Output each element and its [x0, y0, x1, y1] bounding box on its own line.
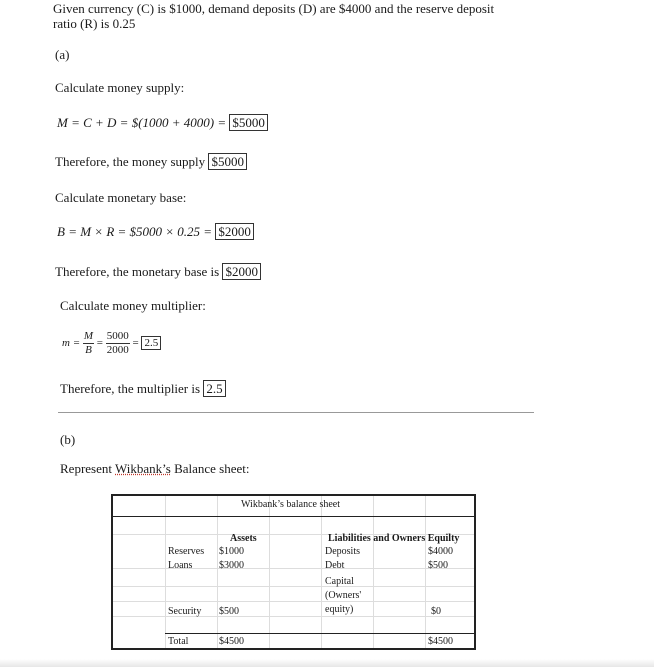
money-supply-conclusion-value: $5000: [208, 153, 247, 170]
fraction-numerator-m: M: [83, 330, 94, 342]
fraction-numerator-5000: 5000: [106, 330, 129, 342]
asset-name: Loans: [168, 560, 193, 571]
wikbank-link: Wikbank’s: [115, 461, 171, 476]
liability-name: (Owners': [325, 590, 362, 601]
money-multiplier-result: 2.5: [141, 336, 161, 350]
money-supply-equation: [57, 115, 268, 131]
money-supply-equation-text: M = C + D = $(1000 + 4000) =: [57, 115, 227, 130]
asset-name: Reserves: [168, 546, 205, 557]
intro-line-2: ratio (R) is 0.25: [53, 16, 136, 31]
monetary-base-conclusion-text: Therefore, the monetary base is: [55, 264, 220, 279]
monetary-base-result: $2000: [215, 223, 254, 240]
asset-value: $1000: [219, 546, 244, 557]
part-b-label: (b): [60, 432, 76, 447]
page-bottom-shadow: [0, 659, 654, 667]
total-divider: [165, 633, 474, 634]
money-multiplier-conclusion-text: Therefore, the multiplier is: [60, 381, 201, 396]
money-supply-conclusion: [55, 154, 247, 170]
liability-value: $0: [431, 606, 441, 617]
money-multiplier-conclusion: [60, 381, 226, 397]
fraction-5000-over-2000: [106, 330, 130, 357]
assets-header: Assets: [230, 533, 257, 544]
intro-line-1: Given currency (C) is $1000, demand deposits (D) are $4000 and the reserve deposit: [53, 1, 495, 16]
money-multiplier-equation: [62, 330, 161, 357]
balance-sheet-heading-prefix: Represent: [60, 461, 115, 476]
asset-value: $3000: [219, 560, 244, 571]
balance-sheet-title: Wikbank’s balance sheet: [241, 499, 341, 510]
fraction-denominator-b: B: [85, 344, 92, 356]
money-supply-conclusion-text: Therefore, the money supply: [55, 154, 206, 169]
liability-value: $500: [428, 560, 448, 571]
monetary-base-equation: [57, 224, 254, 240]
liability-name: Debt: [325, 560, 345, 571]
monetary-base-conclusion-value: $2000: [222, 263, 261, 280]
money-multiplier-conclusion-value: 2.5: [203, 380, 225, 397]
fraction-m-over-b: [83, 330, 94, 357]
balance-sheet-heading-suffix: Balance sheet:: [170, 461, 250, 476]
liabilities-header: Liabilities and Owners Equilty: [328, 533, 460, 544]
money-multiplier-heading: Calculate money multiplier:: [60, 298, 206, 313]
equals-sign: =: [96, 337, 104, 350]
liability-value: $4000: [428, 546, 453, 557]
liability-name: Capital: [325, 576, 354, 587]
fraction-denominator-2000: 2000: [106, 344, 129, 356]
liability-name: Deposits: [325, 546, 360, 557]
balance-sheet-heading: [60, 461, 250, 477]
monetary-base-conclusion: [55, 264, 261, 280]
multiplier-lhs: m =: [62, 337, 81, 350]
balance-sheet-table: [111, 494, 476, 650]
asset-value: $500: [219, 606, 239, 617]
asset-name: Security: [168, 606, 202, 617]
monetary-base-heading: Calculate monetary base:: [55, 190, 187, 205]
total-label: Total: [168, 636, 189, 647]
part-a-label: (a): [55, 47, 70, 62]
equals-sign-2: =: [132, 337, 139, 350]
total-liabilities: $4500: [428, 636, 453, 647]
liability-name: equity): [325, 604, 354, 615]
total-assets: $4500: [219, 636, 244, 647]
money-supply-heading: Calculate money supply:: [55, 80, 185, 95]
money-supply-result: $5000: [229, 114, 268, 131]
monetary-base-equation-text: B = M × R = $5000 × 0.25 =: [57, 224, 213, 239]
section-divider: [58, 412, 534, 413]
